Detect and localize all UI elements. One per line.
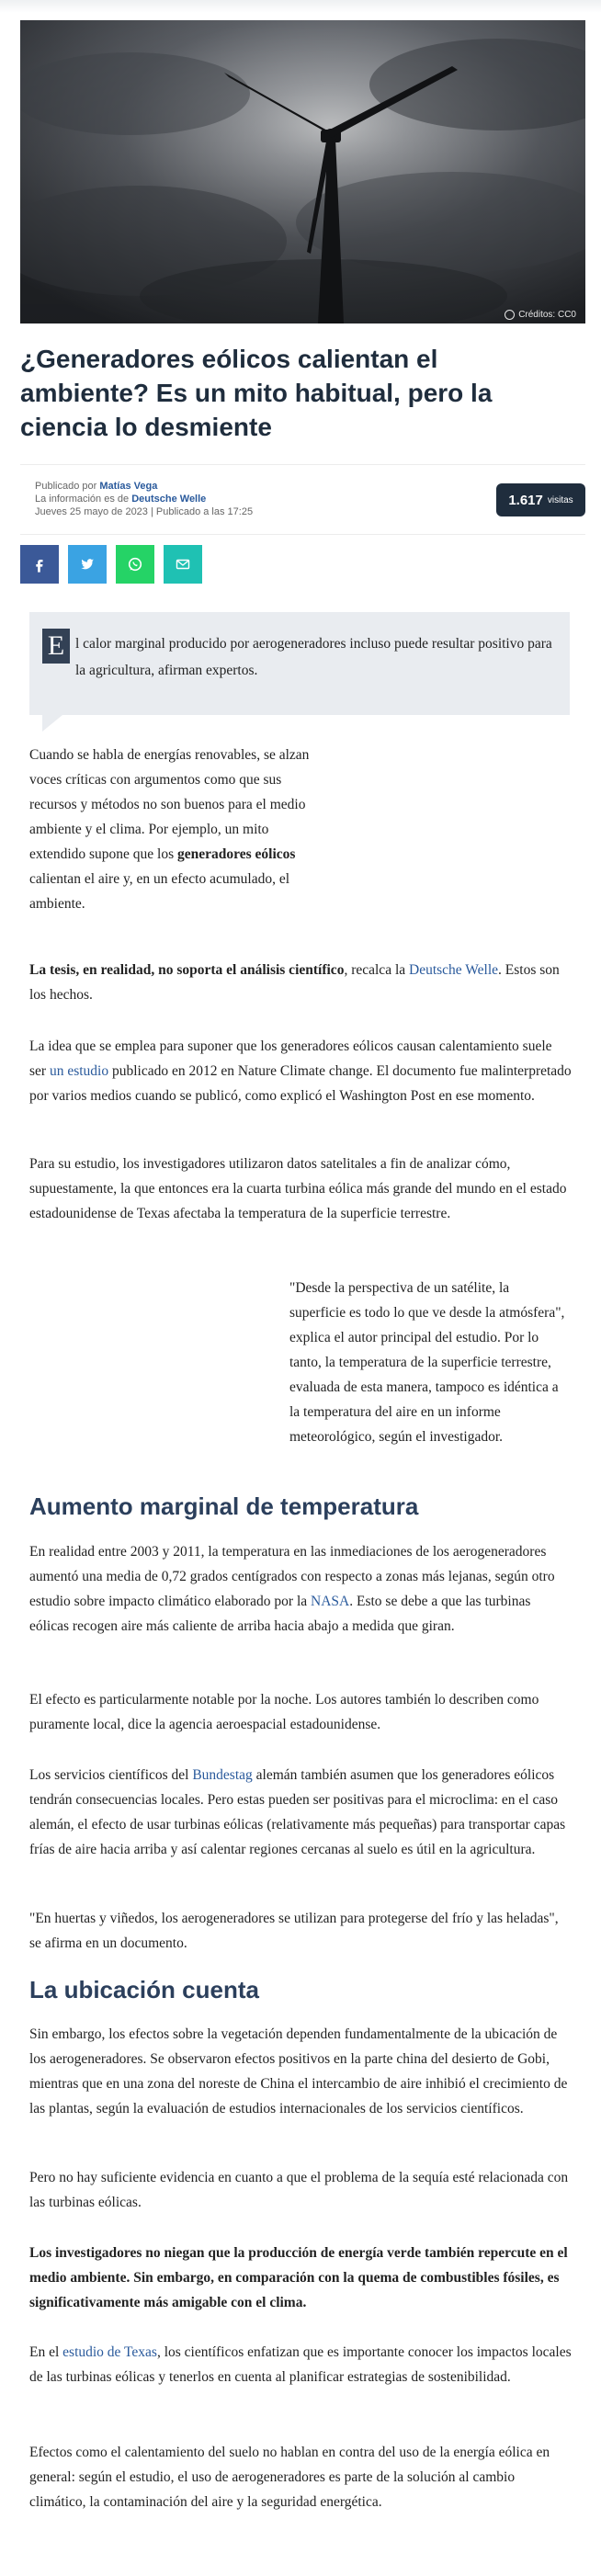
paragraph-10: Sin embargo, los efectos sobre la vegetación dependen fundamentalmente de la ubicación de los aerogeneradores. Se observaron efectos positivos en la parte china del desierto de Gobi, mientras que en una zona del noreste de China el intercambio de aire inhibió el crecimiento de las plantas, según la evaluación de estudios internacionales de los servicios científicos. [29, 2026, 568, 2116]
publish-date: Jueves 25 mayo de 2023 | Publicado a las 17:25 [35, 506, 254, 517]
top-bar [0, 0, 601, 13]
paragraph-9: "En huertas y viñedos, los aerogeneradores se utilizan para protegerse del frío y las heladas", se afirma en un documento. [29, 1911, 559, 1951]
paragraph-3-text-a: La idea que se emplea para suponer que los generadores eólicos causan calentamiento suele ser [29, 1038, 552, 1079]
paragraph-2 [29, 958, 572, 1007]
paragraph-8-text-b: alemán también asumen que los generadores eólicos tendrán consecuencias locales. Pero estas pueden ser positivas para el microclima: en el caso alemán, el efecto de usar turbinas eólicas (relativamente más pequeñas) para transportar capas frías de aire hacia arriba y así calentar regiones cercanas al suelo es útil en la agricultura. [29, 1767, 566, 1857]
published-by-label: Publicado por [35, 481, 97, 492]
paragraph-13 [29, 2340, 572, 2389]
paragraph-12-bold: Los investigadores no niegan que la producción de energía verde también repercute en el medio ambiente. Sin embargo, en comparación con la quema de combustibles fósiles, es significativamente más amigable con el clima. [29, 2245, 568, 2310]
author-line [35, 480, 253, 493]
paragraph-2-bold: La tesis, en realidad, no soporta el análisis científico [29, 962, 345, 978]
texas-study-link[interactable]: estudio de Texas [62, 2344, 157, 2360]
source-line [35, 493, 253, 505]
share-facebook-button[interactable] [20, 545, 59, 584]
author-link[interactable]: Matías Vega [99, 481, 158, 492]
share-whatsapp-button[interactable] [116, 545, 154, 584]
paragraph-6 [29, 1539, 572, 1639]
lead-box [29, 612, 570, 715]
paragraph-11: Pero no hay suficiente evidencia en cuanto a que el problema de la sequía esté relacionada con las turbinas eólicas. [29, 2170, 569, 2210]
paragraph-2-text-b: . Estos son los hechos. [29, 962, 560, 1003]
visits-count: 1.617 [508, 492, 543, 508]
share-email-button[interactable] [164, 545, 202, 584]
paragraph-1-text-b: calientan el aire y, en un efecto acumulado, el ambiente. [29, 871, 290, 912]
paragraph-6-text-b: . Esto se debe a que las turbinas eólicas recogen aire más caliente de arriba hacia abajo a medida que giran. [29, 1594, 531, 1634]
lead-text: l calor marginal producido por aerogeneradores incluso puede resultar positivo para la agricultura, afirman expertos. [75, 636, 552, 678]
paragraph-1 [29, 743, 310, 916]
facebook-icon [31, 556, 48, 573]
paragraph-4: Para su estudio, los investigadores utilizaron datos satelitales a fin de analizar cómo, supuestamente, la que entonces era la cuarta turbina eólica más grande del mundo en el estado estadounidense de Texas afectaba la temperatura de la superficie terrestre. [29, 1156, 567, 1221]
drop-cap: E [42, 629, 70, 664]
bundestag-link[interactable]: Bundestag [192, 1767, 253, 1783]
paragraph-6-text-a: En realidad entre 2003 y 2011, la temperatura en las inmediaciones de los aerogeneradores aumentó una media de 0,72 grados centígrados con respecto a zonas más lejanas, según otro estudio sobre impacto climático elaborado por la [29, 1544, 555, 1609]
wind-turbine-photo [20, 20, 585, 323]
whatsapp-icon [127, 556, 143, 573]
article-meta [20, 464, 585, 535]
email-icon [175, 556, 191, 573]
twitter-icon [79, 556, 96, 573]
paragraph-13-text-a: En el [29, 2344, 63, 2360]
source-label: La información es de [35, 494, 130, 505]
visits-badge [496, 483, 585, 516]
hero-image [20, 20, 585, 323]
paragraph-3-text-b: publicado en 2012 en Nature Climate change. El documento fue malinterpretado por varios medios cuando se publicó, como explicó el Washington Post en ese momento. [29, 1063, 572, 1104]
deutsche-welle-link[interactable]: Deutsche Welle [409, 962, 499, 978]
paragraph-13-text-b: , los científicos enfatizan que es importante conocer los impactos locales de las turbinas eólicas y tenerlos en cuenta al planificar estrategias de sostenibilidad. [29, 2344, 572, 2385]
paragraph-3 [29, 1034, 572, 1108]
source-link[interactable]: Deutsche Welle [131, 494, 207, 505]
paragraph-7: El efecto es particularmente notable por la noche. Los autores también lo describen como puramente local, dice la agencia aeroespacial estadounidense. [29, 1692, 539, 1732]
share-bar [20, 545, 202, 584]
visits-label: visitas [547, 494, 573, 505]
study-link[interactable]: un estudio [49, 1063, 109, 1079]
section-heading-location: La ubicación cuenta [29, 1976, 259, 2003]
paragraph-1-text-a: Cuando se habla de energías renovables, se alzan voces críticas con argumentos como que sus recursos y métodos no son buenos para el medio ambiente y el clima. Por ejemplo, un mito extendido supone que los [29, 747, 310, 862]
section-heading-temperature: Aumento marginal de temperatura [29, 1492, 419, 1520]
image-credit-text: Créditos: CC0 [518, 310, 576, 320]
share-twitter-button[interactable] [68, 545, 107, 584]
nasa-link[interactable]: NASA [311, 1594, 350, 1609]
paragraph-2-text-a: , recalca la [344, 962, 410, 978]
paragraph-5-quote: "Desde la perspectiva de un satélite, la superficie es todo lo que ve desde la atmósfera", explica el autor principal del estudio. Por lo tanto, la temperatura de la superficie terrestre, evaluada de esta manera, tampoco es idéntica a la temperatura del aire en un informe meteorológico, según el investigador. [289, 1280, 565, 1445]
creative-commons-icon [505, 310, 515, 320]
paragraph-8 [29, 1763, 572, 1862]
lead-box-tail [42, 715, 62, 732]
paragraph-8-text-a: Los servicios científicos del [29, 1767, 193, 1783]
paragraph-14: Efectos como el calentamiento del suelo no hablan en contra del uso de la energía eólica en general: según el estudio, el uso de aerogeneradores es parte de la solución al cambio climático, la contaminación del aire y la seguridad energética. [29, 2445, 550, 2510]
image-credit [505, 310, 576, 320]
article-title: ¿Generadores eólicos calientan el ambiente? Es un mito habitual, pero la ciencia lo desmiente [20, 345, 493, 441]
paragraph-1-bold: generadores eólicos [177, 846, 296, 862]
